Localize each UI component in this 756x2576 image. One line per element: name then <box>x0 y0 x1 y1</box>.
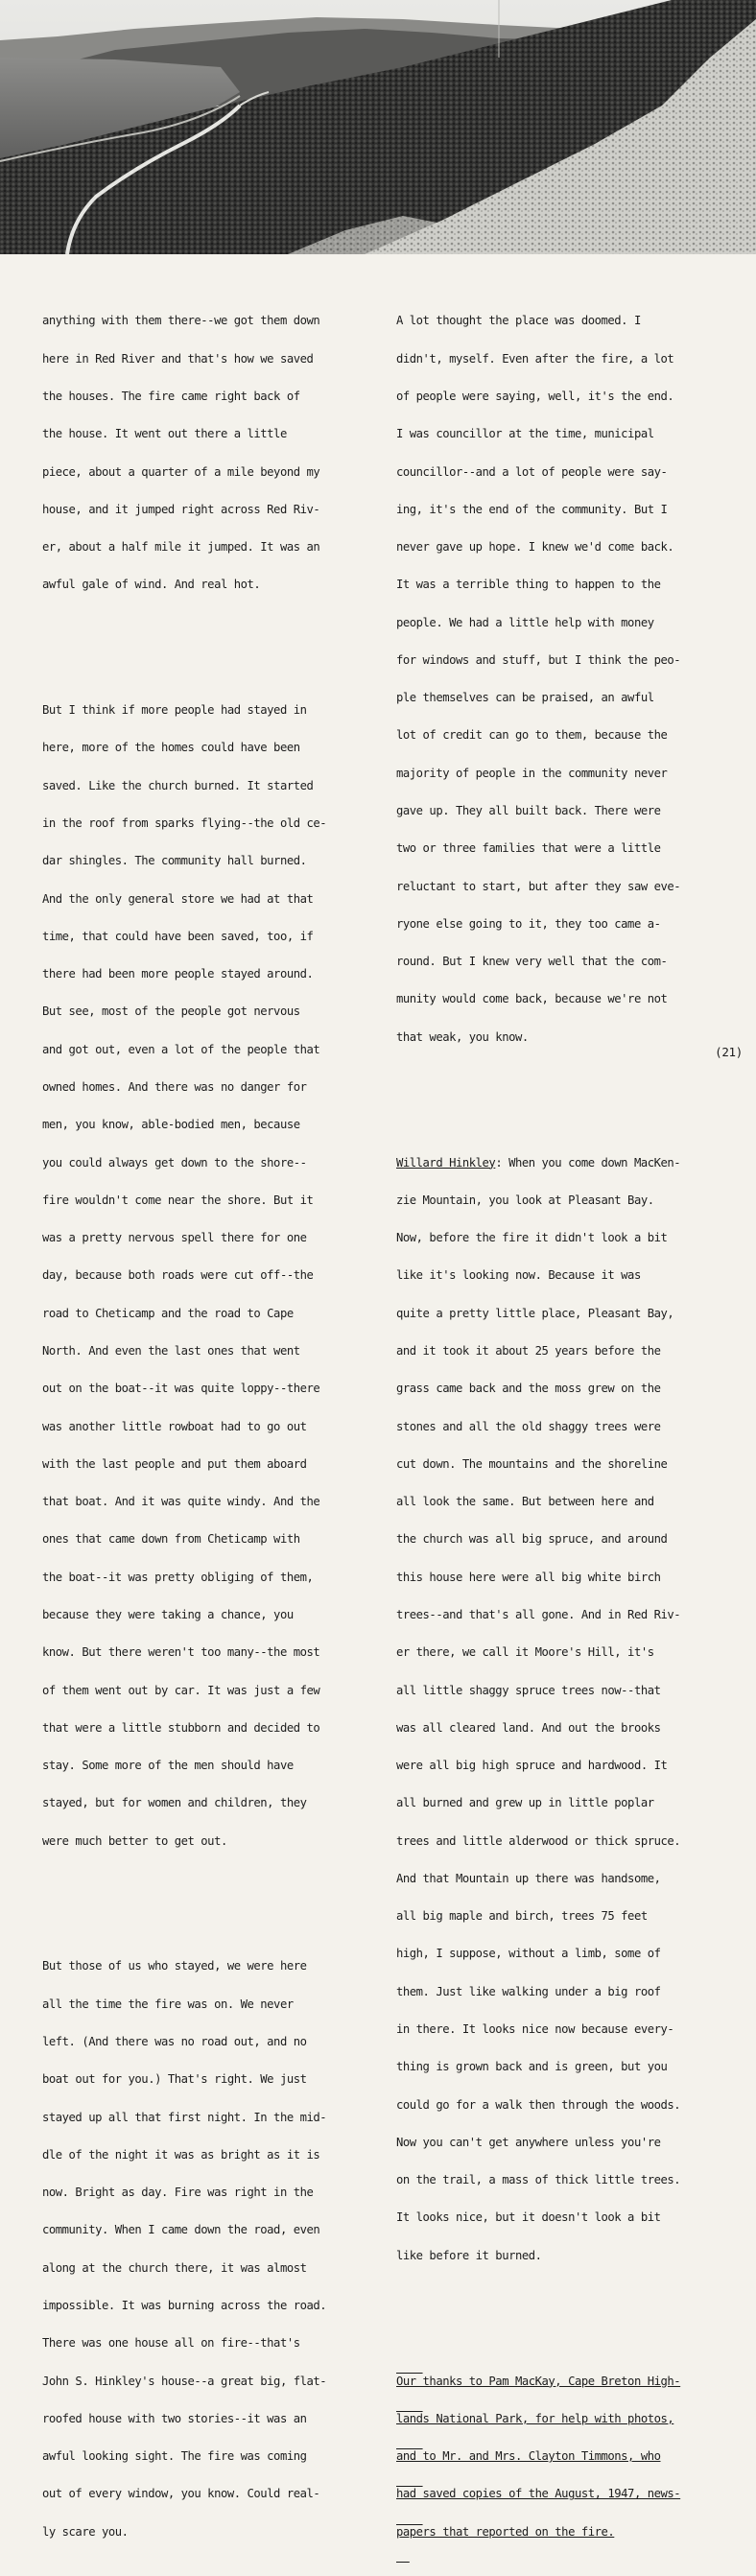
text-line: community. When I came down the road, even <box>42 2223 320 2237</box>
text-line: awful gale of wind. And real hot. <box>42 578 261 592</box>
text-line: in the roof from sparks flying--the old ce- <box>42 816 327 831</box>
text-line: councillor--and a lot of people were say- <box>396 464 668 479</box>
text-line: quite a pretty little place, Pleasant Bay, <box>396 1306 674 1320</box>
text-line: were all big high spruce and hardwood. It <box>396 1759 668 1773</box>
text-line: majority of people in the community never <box>396 766 668 780</box>
text-line: Now, before the fire it didn't look a bit <box>396 1231 668 1245</box>
text-line: the house. It went out there a little <box>42 427 287 441</box>
text-line: left. (And there was no road out, and no <box>42 2035 307 2049</box>
text-line: road to Cheticamp and the road to Cape <box>42 1306 294 1320</box>
text-line: thing is grown back and is green, but you <box>396 2060 668 2074</box>
text-line: and to Mr. and Mrs. Clayton Timmons, who <box>396 2449 661 2464</box>
text-line: owned homes. And there was no danger for <box>42 1080 307 1094</box>
text-line: ly scare you. <box>42 2524 129 2539</box>
text-line: reluctant to start, but after they saw eve- <box>396 879 681 893</box>
text-line: had saved copies of the August, 1947, news- <box>396 2487 681 2501</box>
text-line: boat out for you.) That's right. We just <box>42 2072 307 2087</box>
text-line: I was councillor at the time, municipal <box>396 427 654 441</box>
acknowledgement <box>396 2350 734 2564</box>
text-line: But I think if more people had stayed in <box>42 703 307 718</box>
text-line: was a pretty nervous spell there for one <box>42 1231 307 1245</box>
text-line: ple themselves can be praised, an awful <box>396 691 654 705</box>
text-line: and got out, even a lot of the people that <box>42 1042 320 1056</box>
text-line <box>396 1157 734 1170</box>
text-line: ryone else going to it, they too came a- <box>396 916 661 931</box>
text-line: people. We had a little help with money <box>396 615 654 629</box>
text-line: anything with them there--we got them down <box>42 314 320 328</box>
text-line: was another little rowboat had to go out <box>42 1419 307 1433</box>
text-line: along at the church there, it was almost <box>42 2260 307 2275</box>
text-line: out of every window, you know. Could real- <box>42 2487 320 2501</box>
text-line: there had been more people stayed around. <box>42 967 314 981</box>
text-line: stones and all the old shaggy trees were <box>396 1419 661 1433</box>
text-line: because they were taking a chance, you <box>42 1607 294 1621</box>
text-line: er, about a half mile it jumped. It was an <box>42 540 320 555</box>
text-line: round. But I knew very well that the com- <box>396 955 668 969</box>
text-line: papers that reported on the fire. <box>396 2524 615 2539</box>
text-line: all little shaggy spruce trees now--that <box>396 1683 661 1697</box>
text-line: was all cleared land. And out the brooks <box>396 1720 661 1735</box>
text-line: this house here were all big white birch <box>396 1570 661 1584</box>
text-line: trees and little alderwood or thick spruce. <box>396 1833 681 1848</box>
text-line: lands National Park, for help with photos, <box>396 2411 674 2425</box>
text-line: roofed house with two stories--it was an <box>42 2411 307 2425</box>
text-line: like it's looking now. Because it was <box>396 1268 641 1283</box>
text-line: here in Red River and that's how we saved <box>42 351 314 366</box>
text-line: could go for a walk then through the woods. <box>396 2097 681 2112</box>
text-line: two or three families that were a little <box>396 841 661 856</box>
text-line: And the only general store we had at that <box>42 891 314 906</box>
text-line: ing, it's the end of the community. But I <box>396 502 668 516</box>
page-number: (21) <box>715 1045 743 1059</box>
text-line: trees--and that's all gone. And in Red Riv- <box>396 1607 681 1621</box>
speaker-name: Willard Hinkley <box>396 1155 496 1170</box>
text-line: didn't, myself. Even after the fire, a lot <box>396 351 674 366</box>
text-line: saved. Like the church burned. It started <box>42 778 314 792</box>
text-line: day, because both roads were cut off--the <box>42 1268 314 1283</box>
text-line: men, you know, able-bodied men, because <box>42 1118 300 1132</box>
text-line: gave up. They all built back. There were <box>396 804 661 818</box>
text-line: Our thanks to Pam MacKay, Cape Breton High- <box>396 2374 681 2388</box>
right-column <box>396 265 734 2576</box>
text-line: A lot thought the place was doomed. I <box>396 314 641 328</box>
text-line: It was a terrible thing to happen to the <box>396 578 661 592</box>
text-line: awful looking sight. The fire was coming <box>42 2449 307 2464</box>
paragraph <box>396 1131 734 2287</box>
text-line: that weak, you know. <box>396 1029 529 1044</box>
paragraph <box>42 1935 378 2564</box>
text-line: Now you can't get anywhere unless you're <box>396 2135 661 2149</box>
landscape-photo-icon <box>0 0 756 254</box>
text-line: out on the boat--it was quite loppy--there <box>42 1382 320 1396</box>
text-line: and it took it about 25 years before the <box>396 1343 661 1358</box>
paragraph <box>42 679 378 1873</box>
text-line: There was one house all on fire--that's <box>42 2336 300 2351</box>
text-line: never gave up hope. I knew we'd come back. <box>396 540 674 555</box>
text-line: with the last people and put them aboard <box>42 1456 307 1471</box>
text-line: cut down. The mountains and the shoreline <box>396 1456 668 1471</box>
text-line: all look the same. But between here and <box>396 1495 654 1509</box>
text-line: lot of credit can go to them, because the <box>396 728 668 743</box>
text-line: in there. It looks nice now because every- <box>396 2022 674 2037</box>
text-line: all big maple and birch, trees 75 feet <box>396 1909 648 1924</box>
paragraph <box>42 290 378 616</box>
text-line: the houses. The fire came right back of <box>42 389 300 403</box>
text-line: like before it burned. <box>396 2248 542 2262</box>
text-line: dar shingles. The community hall burned. <box>42 854 307 868</box>
text-line: And that Mountain up there was handsome, <box>396 1871 661 1885</box>
text-line: grass came back and the moss grew on the <box>396 1382 661 1396</box>
text-line: stayed up all that first night. In the mid- <box>42 2110 327 2124</box>
text-line: them. Just like walking under a big roof <box>396 1984 661 1998</box>
left-column <box>42 265 378 2576</box>
text-line: the boat--it was pretty obliging of them, <box>42 1570 314 1584</box>
text-line: stay. Some more of the men should have <box>42 1759 294 1773</box>
text-line: house, and it jumped right across Red Riv- <box>42 502 320 516</box>
text-line: know. But there weren't too many--the most <box>42 1645 320 1660</box>
text-line: zie Mountain, you look at Pleasant Bay. <box>396 1193 654 1207</box>
text-line: munity would come back, because we're not <box>396 992 668 1006</box>
text-line: the church was all big spruce, and around <box>396 1532 668 1547</box>
text-line: on the trail, a mass of thick little trees. <box>396 2173 681 2187</box>
text-line: you could always get down to the shore-- <box>42 1155 307 1170</box>
text-line: fire wouldn't come near the shore. But it <box>42 1193 314 1207</box>
text-line: North. And even the last ones that went <box>42 1343 300 1358</box>
text-line: all burned and grew up in little poplar <box>396 1796 654 1810</box>
text-line: here, more of the homes could have been <box>42 741 300 755</box>
text-line: It looks nice, but it doesn't look a bit <box>396 2210 661 2225</box>
text-line: for windows and stuff, but I think the peo- <box>396 652 681 667</box>
text-line: now. Bright as day. Fire was right in the <box>42 2186 314 2200</box>
text-line: But see, most of the people got nervous <box>42 1004 300 1019</box>
text-line: piece, about a quarter of a mile beyond my <box>42 464 320 479</box>
text-line: John S. Hinkley's house--a great big, flat- <box>42 2374 327 2388</box>
text-line: high, I suppose, without a limb, some of <box>396 1947 661 1961</box>
text-line: impossible. It was burning across the road. <box>42 2299 327 2312</box>
text-line: dle of the night it was as bright as it is <box>42 2147 320 2162</box>
text-line: of them went out by car. It was just a few <box>42 1683 320 1697</box>
landscape-photo <box>0 0 756 254</box>
text-line: of people were saying, well, it's the end. <box>396 389 674 403</box>
text-line: ones that came down from Cheticamp with <box>42 1532 300 1547</box>
text-line: But those of us who stayed, we were here <box>42 1959 307 1973</box>
paragraph <box>396 290 734 1069</box>
text-line: that were a little stubborn and decided to <box>42 1720 320 1735</box>
text-line: that boat. And it was quite windy. And the <box>42 1495 320 1509</box>
text-line: time, that could have been saved, too, if <box>42 929 314 943</box>
text-fragment: : When you come down MacKen- <box>495 1155 681 1170</box>
text-line: were much better to get out. <box>42 1833 227 1848</box>
text-line: all the time the fire was on. We never <box>42 1997 294 2011</box>
text-line: stayed, but for women and children, they <box>42 1796 307 1810</box>
text-line: er there, we call it Moore's Hill, it's <box>396 1645 654 1660</box>
